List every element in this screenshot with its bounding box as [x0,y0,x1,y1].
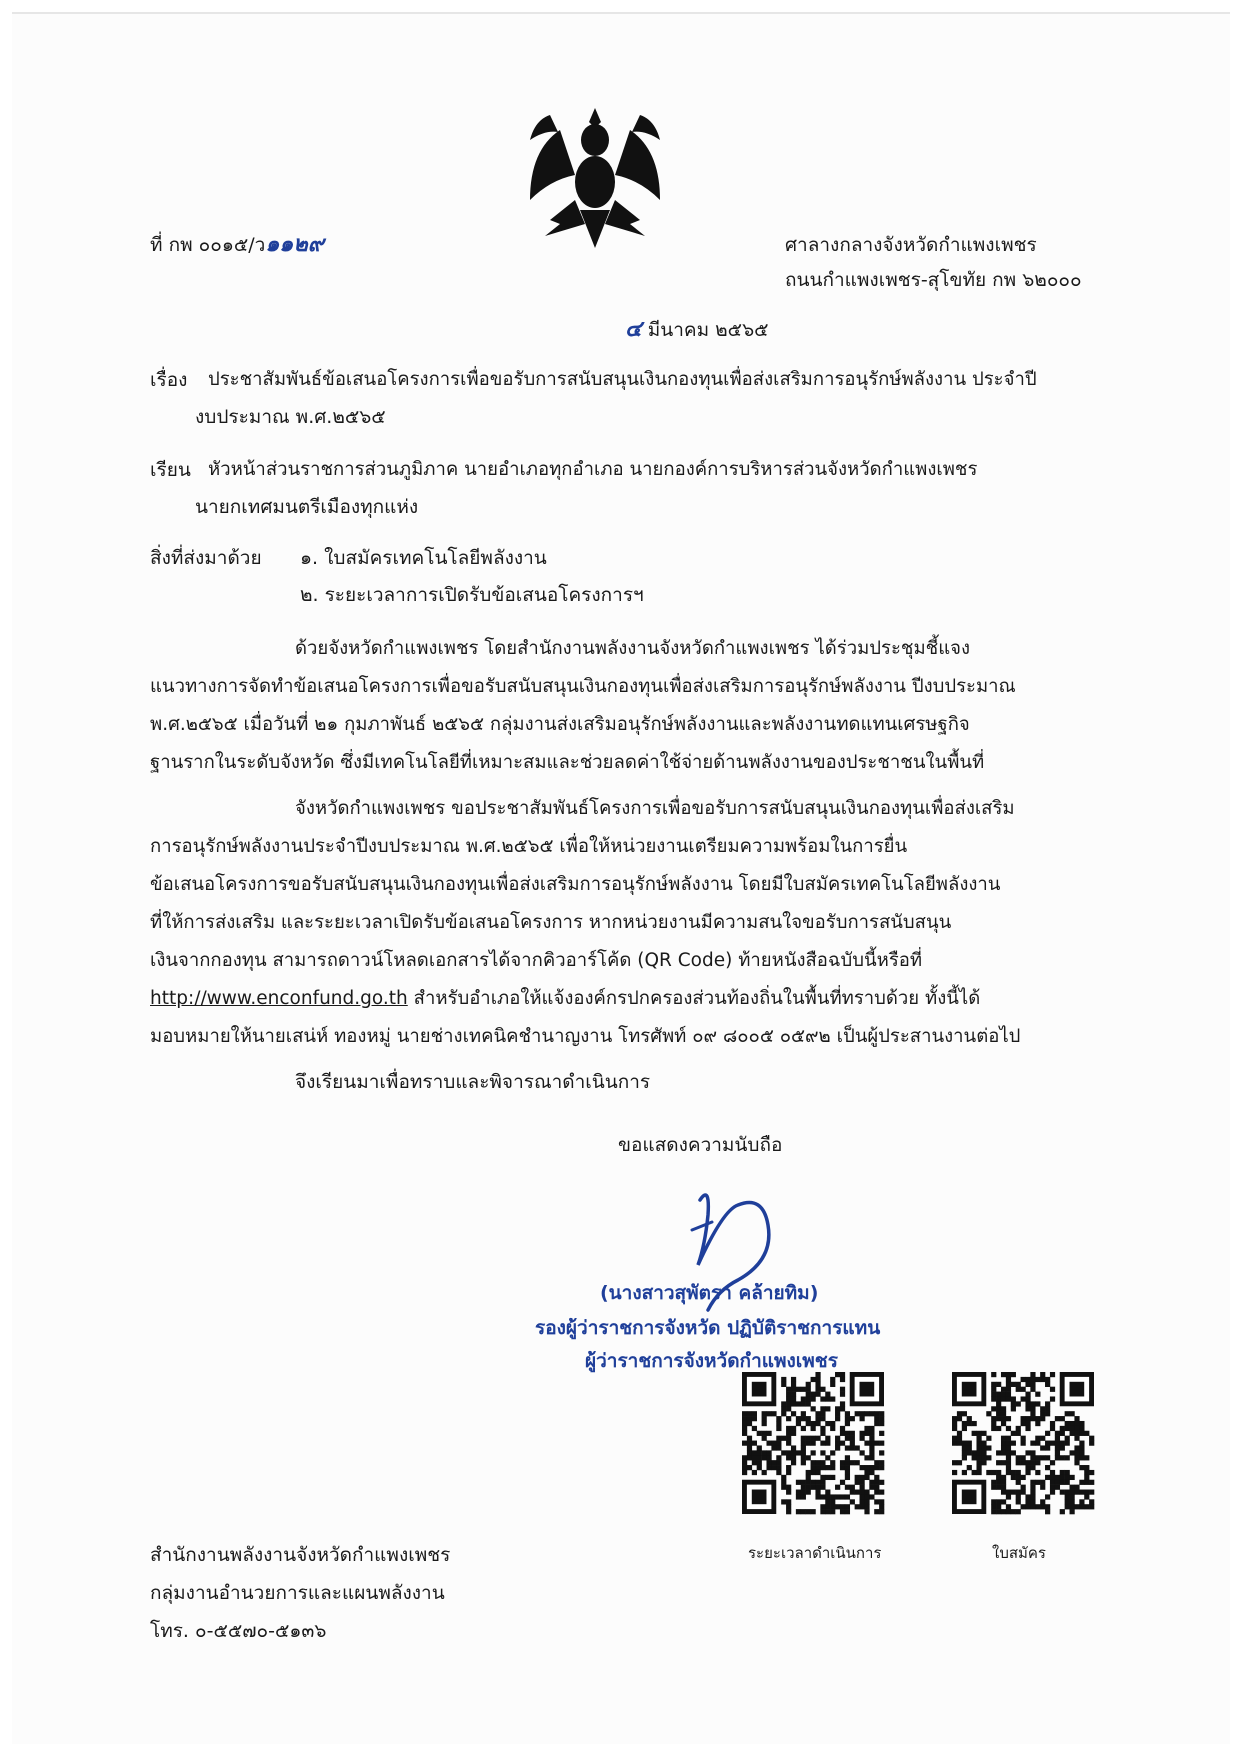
qr-caption-application: ใบสมัคร [992,1544,1046,1562]
org-name: ศาลางกลางจังหวัดกำแพงเพชร [785,234,1037,256]
paragraph-line: ด้วยจังหวัดกำแพงเพชร โดยสำนักงานพลังงานจังหวัดกำแพงเพชร ได้ร่วมประชุมชี้แจง [295,638,971,659]
paragraph-line: ที่ให้การส่งเสริม และระยะเวลาเปิดรับข้อเสนอโครงการ หากหน่วยงานมีความสนใจขอรับการสนับสนุน [150,912,952,933]
qr-caption-timeline: ระยะเวลาดำเนินการ [748,1544,882,1562]
qr-code-application[interactable] [952,1372,1094,1514]
enclosure-item-2: ๒. ระยะเวลาการเปิดรับข้อเสนอโครงการฯ [300,584,644,606]
recipient-line-1: หัวหน้าส่วนราชการส่วนภูมิภาค นายอำเภอทุกอำเภอ นายกองค์การบริหารส่วนจังหวัดกำแพงเพชร [208,459,978,480]
date-month-year: มีนาคม ๒๕๖๕ [647,319,769,341]
date-day-handwritten: ๔ [625,317,642,342]
footer-division: กลุ่มงานอำนวยการและแผนพลังงาน [150,1582,445,1604]
link-trailing-text: สำหรับอำเภอให้แจ้งองค์กรปกครองส่วนท้องถิ่นในพื้นที่ทราบด้วย ทั้งนี้ได้ [407,988,981,1009]
closing-request: จึงเรียนมาเพื่อทราบและพิจารณาดำเนินการ [295,1071,651,1093]
paragraph-line: ฐานรากในระดับจังหวัด ซึ่งมีเทคโนโลยีที่เหมาะสมและช่วยลดค่าใช้จ่ายด้านพลังงานของประชาชนในพื้นที่ [150,752,985,773]
paragraph-line-with-link [150,980,1116,1018]
qr-code-timeline[interactable] [742,1372,884,1514]
reference-handwritten-number: ๑๑๒๙ [265,232,324,257]
body-paragraph-1 [150,630,1116,782]
paragraph-line: พ.ศ.๒๕๖๕ เมื่อวันที่ ๒๑ กุมภาพันธ์ ๒๕๖๕ กลุ่มงานส่งเสริมอนุรักษ์พลังงานและพลังงานทดแทนเศรษฐกิจ [150,714,970,735]
enclosures-label: สิ่งที่ส่งมาด้วย [150,547,262,569]
signatory-name: (นางสาวสุพัตรา คล้ายทิม) [600,1282,819,1304]
garuda-emblem [520,100,670,250]
reference-prefix: ที่ กพ ๐๐๑๕/ว [150,234,266,256]
paragraph-line: แนวทางการจัดทำข้อเสนอโครงการเพื่อขอรับสนับสนุนเงินกองทุนเพื่อส่งเสริมการอนุรักษ์พลังงาน ปีงบประมาณ [150,676,1016,697]
paragraph-line: เงินจากกองทุน สามารถดาวน์โหลดเอกสารได้จากคิวอาร์โค้ด (QR Code) ท้ายหนังสือฉบับนี้หรือที่ [150,950,923,971]
reference-number [150,230,324,260]
paragraph-line: มอบหมายให้นายเสน่ห์ ทองหมู่ นายช่างเทคนิคชำนาญงาน โทรศัพท์ ๐๙ ๘๐๐๕ ๐๕๙๒ เป็นผู้ประสานงานต่อไป [150,1026,1021,1047]
body-paragraph-2 [150,790,1116,1056]
paragraph-line: จังหวัดกำแพงเพชร ขอประชาสัมพันธ์โครงการเพื่อขอรับการสนับสนุนเงินกองทุนเพื่อส่งเสริม [295,798,1015,819]
recipient-label: เรียน [150,459,191,481]
signatory-title-2: ผู้ว่าราชการจังหวัดกำแพงเพชร [585,1350,838,1372]
paragraph-line: การอนุรักษ์พลังงานประจำปีงบประมาณ พ.ศ.๒๕๖๕ เพื่อให้หน่วยงานเตรียมความพร้อมในการยื่น [150,836,908,857]
signatory-title-1: รองผู้ว่าราชการจังหวัด ปฏิบัติราชการแทน [535,1317,881,1339]
subject-line-1: ประชาสัมพันธ์ข้อเสนอโครงการเพื่อขอรับการสนับสนุนเงินกองทุนเพื่อส่งเสริมการอนุรักษ์พลังงาน ประจำปี [208,369,1037,390]
recipient-line-2: นายกเทศมนตรีเมืองทุกแห่ง [195,496,419,518]
footer-phone: โทร. ๐-๕๕๗๐-๕๑๓๖ [150,1620,327,1642]
salutation: ขอแสดงความนับถือ [618,1134,783,1156]
letter-date [625,315,769,345]
subject-line-2: งบประมาณ พ.ศ.๒๕๖๕ [195,406,386,428]
enclosure-item-1: ๑. ใบสมัครเทคโนโลยีพลังงาน [300,547,547,569]
footer-office: สำนักงานพลังงานจังหวัดกำแพงเพชร [150,1544,451,1566]
subject-label: เรื่อง [150,369,188,391]
enconfund-link[interactable]: http://www.enconfund.go.th [150,988,408,1009]
paragraph-line: ข้อเสนอโครงการขอรับสนับสนุนเงินกองทุนเพื่อส่งเสริมการอนุรักษ์พลังงาน โดยมีใบสมัครเทคโนโลยีพลังงาน [150,874,1001,895]
org-address: ถนนกำแพงเพชร-สุโขทัย กพ ๖๒๐๐๐ [785,269,1082,291]
